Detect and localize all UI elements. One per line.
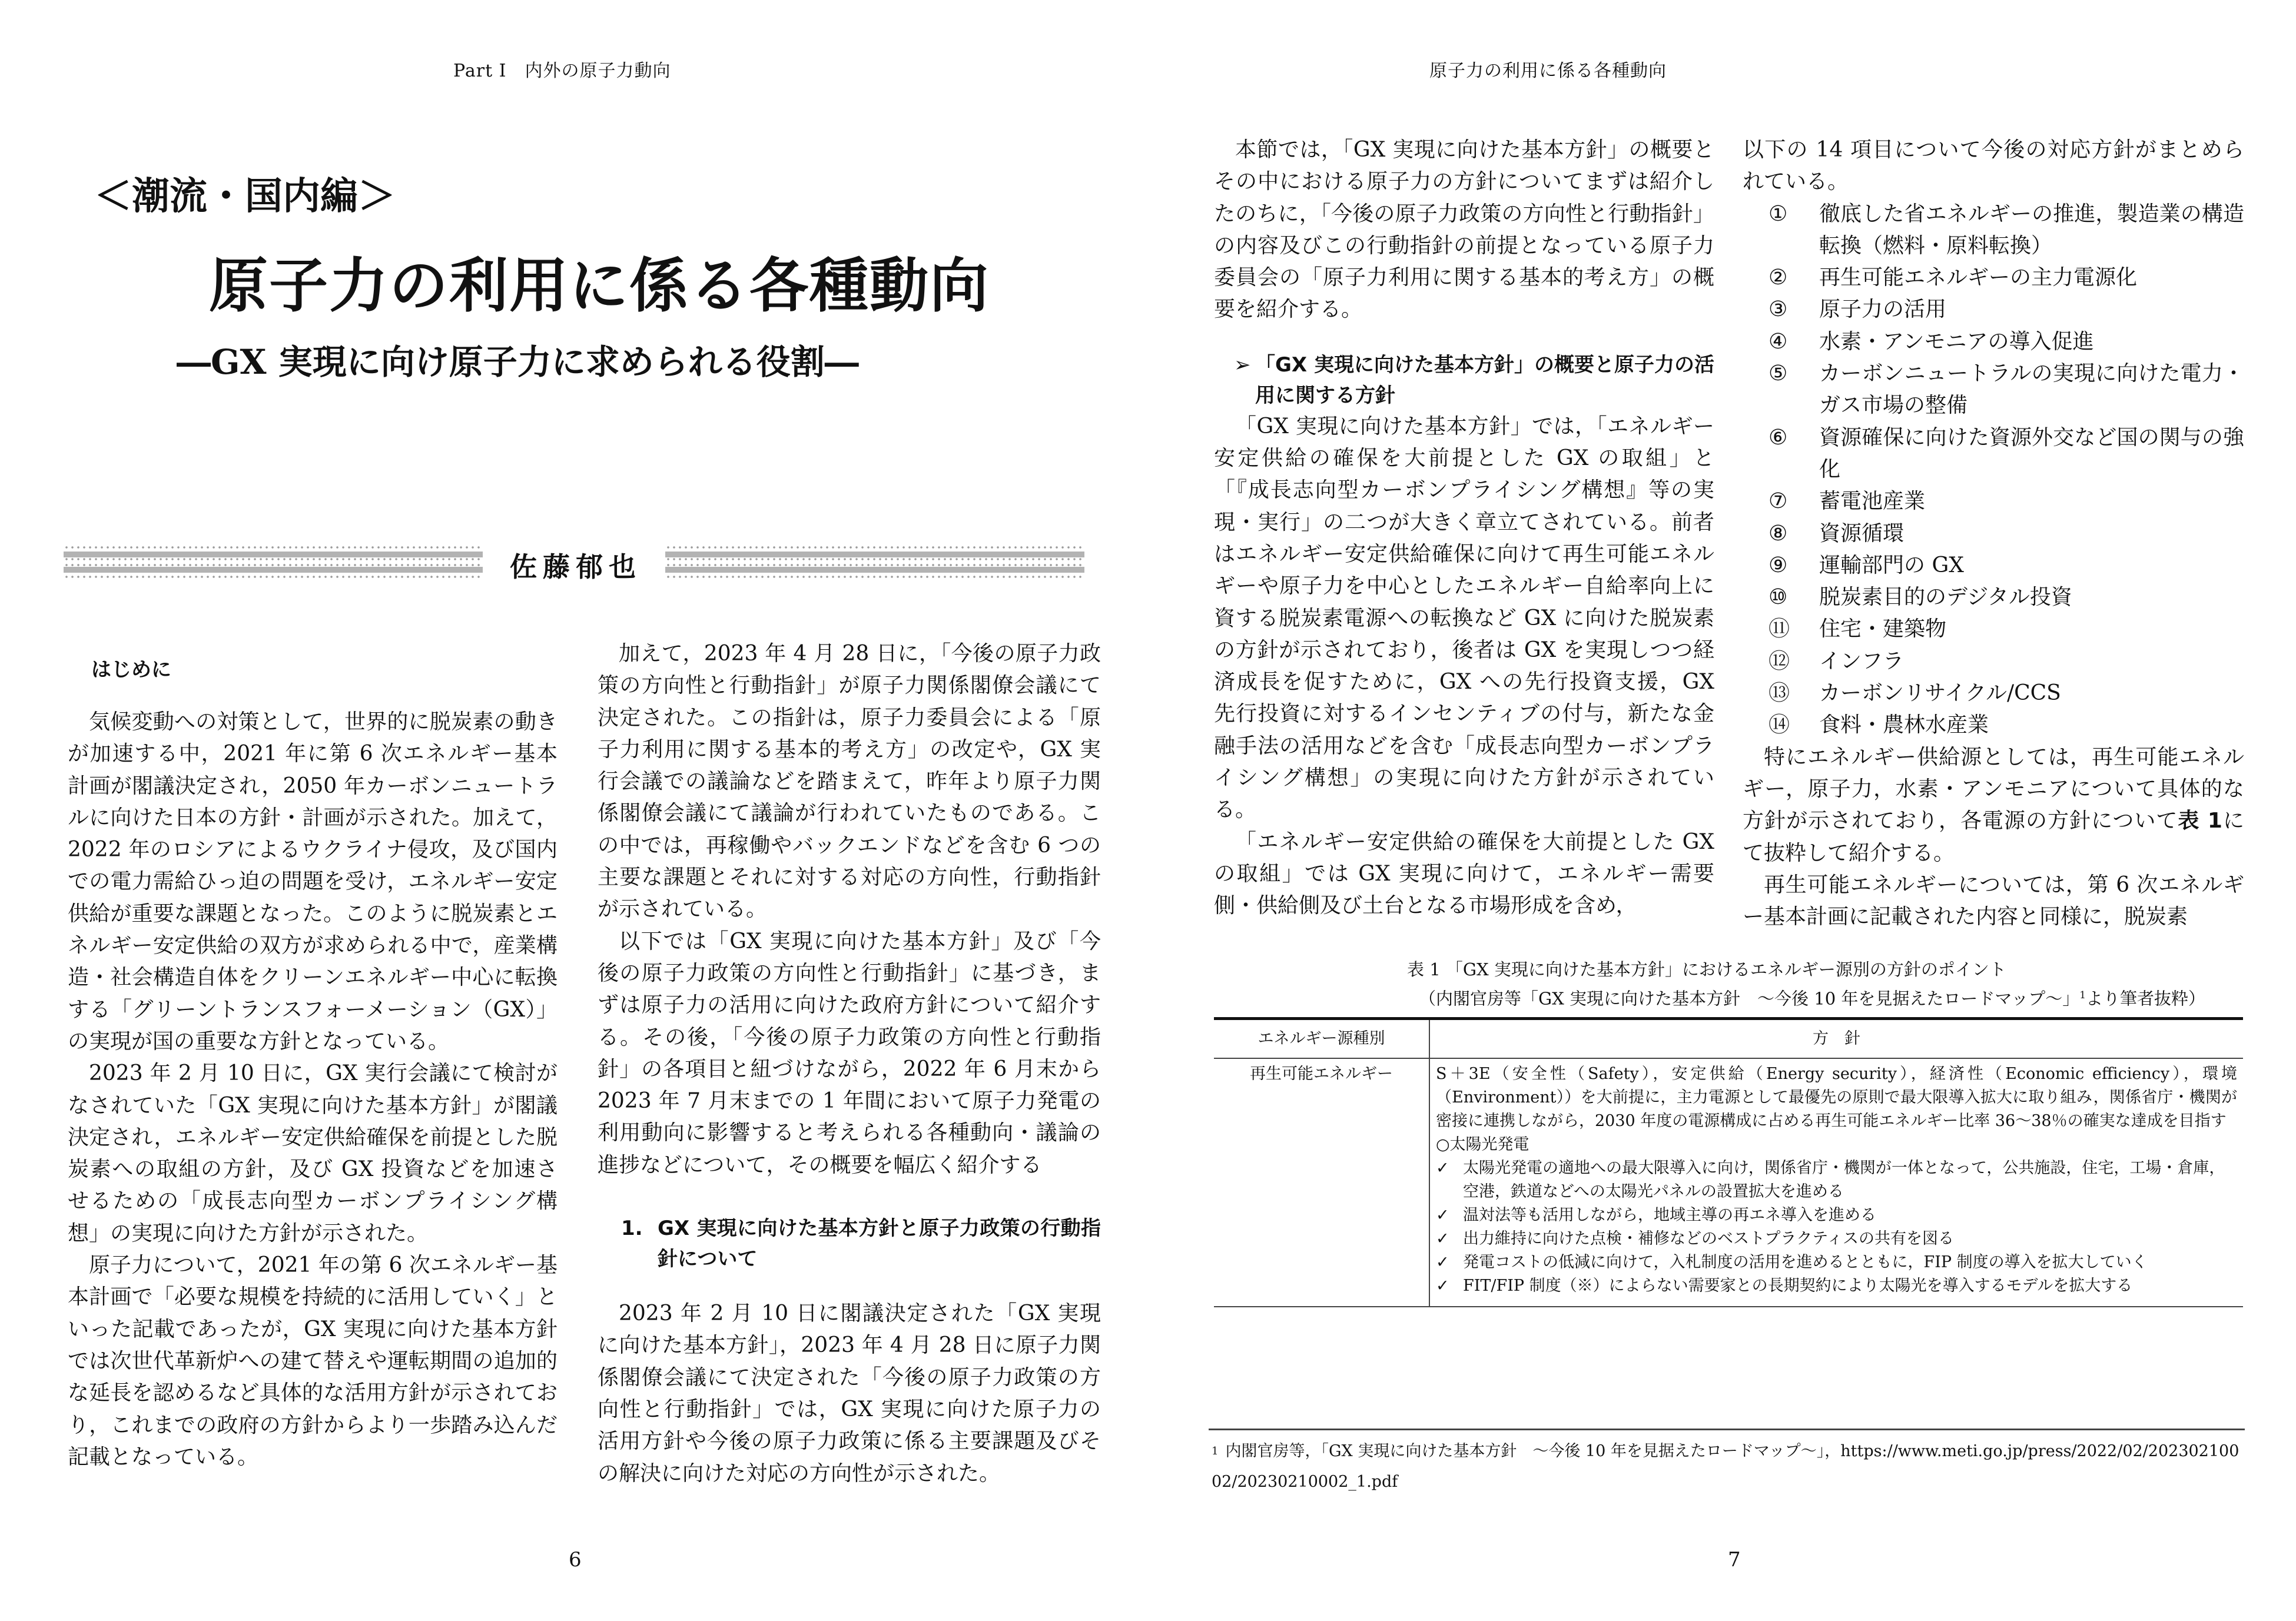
article-title: 原子力の利用に係る各種動向 <box>209 251 990 320</box>
paragraph <box>1743 742 2244 869</box>
list-item-number: ① <box>1769 201 1788 226</box>
list-item-number: ② <box>1769 265 1788 290</box>
page-number-left: 6 <box>569 1548 582 1572</box>
policy-check-item <box>1436 1204 2237 1227</box>
column-header-policy: 方 針 <box>1429 1019 2243 1059</box>
caption-source-text: （内閣官房等「GX 実現に向けた基本方針 ～今後 10 年を見据えたロードマップ～」 <box>1419 988 2080 1009</box>
running-header-left: Part Ⅰ 内外の原子力動向 <box>453 61 671 81</box>
list-item-number: ⑬ <box>1769 681 1790 706</box>
policy-check-text: FIT/FIP 制度（※）によらない需要家との長期契約により太陽光を導入するモデルを拡大する <box>1463 1277 2133 1295</box>
policy-checklist <box>1436 1157 2237 1298</box>
list-item <box>1743 326 2244 358</box>
arrow-bullet-icon: ➢ <box>1234 353 1251 377</box>
policy-intro: S＋3E（安全性（Safety），安定供給（Energy security），経済性（Economic efficiency），環境（Environment））を大前提に，主力電源として最優先の原則で最大限導入拡大に取り組み，関係省庁・機関が密接に連携しながら，2030 年度の電源構成に占める再生可能エネルギー比率 36～38％の確実な達成を目指す <box>1436 1065 2237 1130</box>
list-item <box>1743 262 2244 294</box>
list-item <box>1743 677 2244 709</box>
table-header-row <box>1214 1019 2243 1059</box>
footnote-mark: 1 <box>1212 1445 1219 1457</box>
list-item-text: 水素・アンモニアの導入促進 <box>1819 329 2094 354</box>
checkmark-icon: ✓ <box>1436 1206 1449 1224</box>
paragraph: 以下では「GX 実現に向けた基本方針」及び「今後の原子力政策の方向性と行動指針」に基づき，まずは原子力の活用に向けた政府方針について紹介する。その後，「今後の原子力政策の方向性と行動指針」の各項目と紐づけながら，2022 年 6 月末から 2023 年 7 月末までの 1 年間において原子力発電の利用動向に影響すると考えられる各種動向・議論の進捗などについて，その概要を幅広く紹介する <box>598 929 1101 1177</box>
table-row <box>1214 1058 2243 1307</box>
paragraph: 原子力について，2021 年の第 6 次エネルギー基本計画で「必要な規模を持続的に活用していく」といった記載であったが，GX 実現に向けた基本方針では次世代革新炉への建て替えや運転期間の追加的な延長を認めるなど具体的な活用方針が示されており，これまでの政府の方針からより一歩踏み込んだ記載となっている。 <box>68 1253 558 1469</box>
caption-source-text: より筆者抜粋） <box>2086 988 2206 1009</box>
left-column-1 <box>68 655 558 1473</box>
author-bar <box>64 544 1085 581</box>
paragraph: 「エネルギー安定供給の確保を大前提とした GX の取組」では GX 実現に向けて，エネルギー需要側・供給側及び土台となる市場形成を含め， <box>1214 829 1714 918</box>
list-item <box>1743 198 2244 263</box>
list-item-number: ⑦ <box>1769 489 1788 514</box>
cell-policy <box>1429 1058 2243 1307</box>
list-item-number: ⑤ <box>1769 361 1788 386</box>
list-item-text: 運輸部門の GX <box>1819 553 1964 577</box>
running-header-right: 原子力の利用に係る各種動向 <box>1429 61 1667 81</box>
list-item-text: 資源確保に向けた資源外交など国の関与の強化 <box>1819 425 2244 481</box>
list-item <box>1743 613 2244 645</box>
list-item-number: ⑫ <box>1769 649 1790 673</box>
section-title: GX 実現に向けた基本方針と原子力政策の行動指針について <box>658 1217 1101 1271</box>
list-item-text: カーボンニュートラルの実現に向けた電力・ガス市場の整備 <box>1819 361 2244 418</box>
list-item-number: ⑥ <box>1769 425 1788 450</box>
subsection-heading <box>1214 350 1714 411</box>
list-item-text: 徹底した省エネルギーの推進，製造業の構造転換（燃料・原料転換） <box>1819 201 2244 258</box>
table-reference: 表 1 <box>2178 809 2222 833</box>
list-item-text: インフラ <box>1819 649 1905 673</box>
paragraph: 気候変動への対策として，世界的に脱炭素の動きが加速する中，2021 年に第 6 次エネルギー基本計画が閣議決定され，2050 年カーボンニュートラルに向けた日本の方針・計画が示された。加えて，2022 年のロシアによるウクライナ侵攻，及び国内での電力需給ひっ迫の問題を受け，エネルギー安定供給が重要な課題となった。このように脱炭素とエネルギー安定供給の双方が求められる中で，産業構造・社会構造自体をクリーンエネルギー中心に転換する「グリーントランスフォーメーション（GX）」の実現が国の重要な方針となっている。 <box>68 710 558 1054</box>
right-column-2 <box>1743 134 2244 933</box>
checkmark-icon: ✓ <box>1436 1230 1449 1248</box>
paragraph: 2023 年 2 月 10 日に，GX 実行会議にて検討がなされていた「GX 実現に向けた基本方針」が閣議決定され，エネルギー安定供給確保を前提とした脱炭素への取組の方針，及び GX 投資などを加速させるための「成長志向型カーボンプライシング構想」の実現に向けた方針が示された。 <box>68 1061 558 1245</box>
table-caption <box>1407 956 2205 1012</box>
checkmark-icon: ✓ <box>1436 1277 1449 1295</box>
list-item-number: ⑪ <box>1769 617 1790 642</box>
table-caption-title: 表 1 「GX 実現に向けた基本方針」におけるエネルギー源別の方針のポイント <box>1407 959 2006 979</box>
list-item <box>1743 486 2244 517</box>
subsection-title: 「GX 実現に向けた基本方針」の概要と原子力の活用に関する方針 <box>1255 353 1714 407</box>
priority-list <box>1743 198 2244 742</box>
footnote-text: 内閣官房等，「GX 実現に向けた基本方針 ～今後 10 年を見据えたロードマップ～」，https://www.meti.go.jp/press/2022/02/20230210002/20230210002_1.pdf <box>1212 1442 2239 1491</box>
section-heading-intro: はじめに <box>91 658 171 682</box>
paragraph: 「GX 実現に向けた基本方針」では，「エネルギー安定供給の確保を大前提とした GX の取組」と「『成長志向型カーボンプライシング構想』等の実現・実行」の二つが大きく章立てされている。前者はエネルギー安定供給確保に向けて再生可能エネルギーや原子力を中心としたエネルギー自給率向上に資する脱炭素電源への転換など GX に向けた脱炭素の方針が示されており，後者は GX を実現しつつ経済成長を促すために，GX への先行投資支援，GX 先行投資に対するインセンティブの付与，新たな金融手法の活用などを含む「成長志向型カーボンプライシング構想」の実現に向けた方針が示されている。 <box>1214 414 1714 822</box>
author-name: 佐藤郁也 <box>510 551 642 583</box>
policy-check-item <box>1436 1227 2237 1251</box>
checkmark-icon: ✓ <box>1436 1253 1449 1271</box>
table-caption-source <box>1419 982 2205 1012</box>
list-item <box>1743 646 2244 677</box>
list-item <box>1743 550 2244 582</box>
list-item-text: 蓄電池産業 <box>1819 489 1926 514</box>
list-item-number: ⑨ <box>1769 553 1788 577</box>
article-kicker: ＜潮流・国内編＞ <box>94 175 396 218</box>
checkmark-icon: ✓ <box>1436 1159 1449 1177</box>
policy-check-item <box>1436 1157 2237 1204</box>
list-item <box>1743 518 2244 550</box>
list-item <box>1743 358 2244 422</box>
footnote <box>1212 1436 2248 1497</box>
paragraph-text: にて抜粋して紹介する。 <box>1743 809 2244 865</box>
policy-check-text: 太陽光発電の適地への最大限導入に向け，関係省庁・機関が一体となって，公共施設，住宅，工場・倉庫，空港，鉄道などへの太陽光パネルの設置拡大を進める <box>1463 1159 2225 1201</box>
policy-check-text: 発電コストの低減に向けて，入札制度の活用を進めるとともに，FIP 制度の導入を拡大していく <box>1463 1253 2148 1271</box>
list-item <box>1743 294 2244 325</box>
cell-source: 再生可能エネルギー <box>1214 1058 1429 1307</box>
paragraph: 再生可能エネルギーについては，第 6 次エネルギー基本計画に記載された内容と同様に，脱炭素 <box>1743 872 2244 929</box>
list-item-text: カーボンリサイクル/CCS <box>1819 681 2061 706</box>
page-number-right: 7 <box>1728 1548 1741 1572</box>
right-column-1 <box>1214 134 1714 922</box>
policy-check-item <box>1436 1274 2237 1298</box>
list-item <box>1743 422 2244 486</box>
policy-check-item <box>1436 1251 2237 1274</box>
policy-table <box>1214 1017 2243 1307</box>
list-item-text: 食料・農林水産業 <box>1819 713 1989 738</box>
footnote-divider <box>1209 1429 2245 1430</box>
policy-subsection: ○太陽光発電 <box>1436 1135 1529 1154</box>
list-item-text: 原子力の活用 <box>1819 297 1947 322</box>
left-column-2 <box>598 638 1101 1490</box>
paragraph: 2023 年 2 月 10 日に閣議決定された「GX 実現に向けた基本方針」，2023 年 4 月 28 日に原子力関係閣僚会議にて決定された「今後の原子力政策の方向性と行動指針」では，GX 実現に向けた原子力の活用方針や今後の原子力政策に係る主要課題及びその解決に向けた対応の方向性が示された。 <box>598 1301 1101 1486</box>
section-number: 1. <box>621 1217 643 1241</box>
list-item-number: ⑩ <box>1769 585 1788 610</box>
policy-check-text: 温対法等も活用しながら，地域主導の再エネ導入を進める <box>1463 1206 1876 1224</box>
paragraph: 加えて，2023 年 4 月 28 日に，「今後の原子力政策の方向性と行動指針」が原子力関係閣僚会議にて決定された。この指針は，原子力委員会による「原子力利用に関する基本的考え方」の改定や，GX 実行会議での議論などを踏まえて，昨年より原子力関係閣僚会議にて議論が行われていたものである。この中では，再稼働やバックエンドなどを含む 6 つの主要な課題とそれに対する対応の方向性，行動指針が示されている。 <box>598 642 1101 922</box>
author-bar-pattern-left <box>64 544 483 581</box>
list-item-text: 脱炭素目的のデジタル投資 <box>1819 585 2072 610</box>
author-bar-pattern-right <box>665 544 1084 581</box>
policy-check-text: 出力維持に向けた点検・補修などのベストプラクティスの共有を図る <box>1463 1230 1955 1248</box>
list-item-number: ⑧ <box>1769 521 1788 546</box>
footnote-ref: 1 <box>2079 989 2086 1001</box>
list-item-text: 住宅・建築物 <box>1819 617 1947 642</box>
list-item-number: ⑭ <box>1769 713 1790 738</box>
list-item-text: 再生可能エネルギーの主力電源化 <box>1819 265 2138 290</box>
column-header-source: エネルギー源種別 <box>1214 1019 1429 1059</box>
paragraph-text: 特にエネルギー供給源としては，再生可能エネルギー，原子力，水素・アンモニアについて具体的な方針が示されており，各電源の方針について <box>1743 745 2244 833</box>
list-item <box>1743 582 2244 613</box>
paragraph: 本節では，「GX 実現に向けた基本方針」の概要とその中における原子力の方針についてまずは紹介したのちに，「今後の原子力政策の方向性と行動指針」の内容及びこの行動指針の前提となっている原子力委員会の「原子力利用に関する基本的考え方」の概要を紹介する。 <box>1214 138 1714 322</box>
article-subtitle: ―GX 実現に向け原子力に求められる役割― <box>177 342 859 382</box>
section-heading-1 <box>598 1213 1101 1274</box>
paragraph: 以下の 14 項目について今後の対応方針がまとめられている。 <box>1743 138 2244 194</box>
list-item <box>1743 709 2244 741</box>
list-item-text: 資源循環 <box>1819 521 1905 546</box>
list-item-number: ④ <box>1769 329 1788 354</box>
list-item-number: ③ <box>1769 297 1788 322</box>
